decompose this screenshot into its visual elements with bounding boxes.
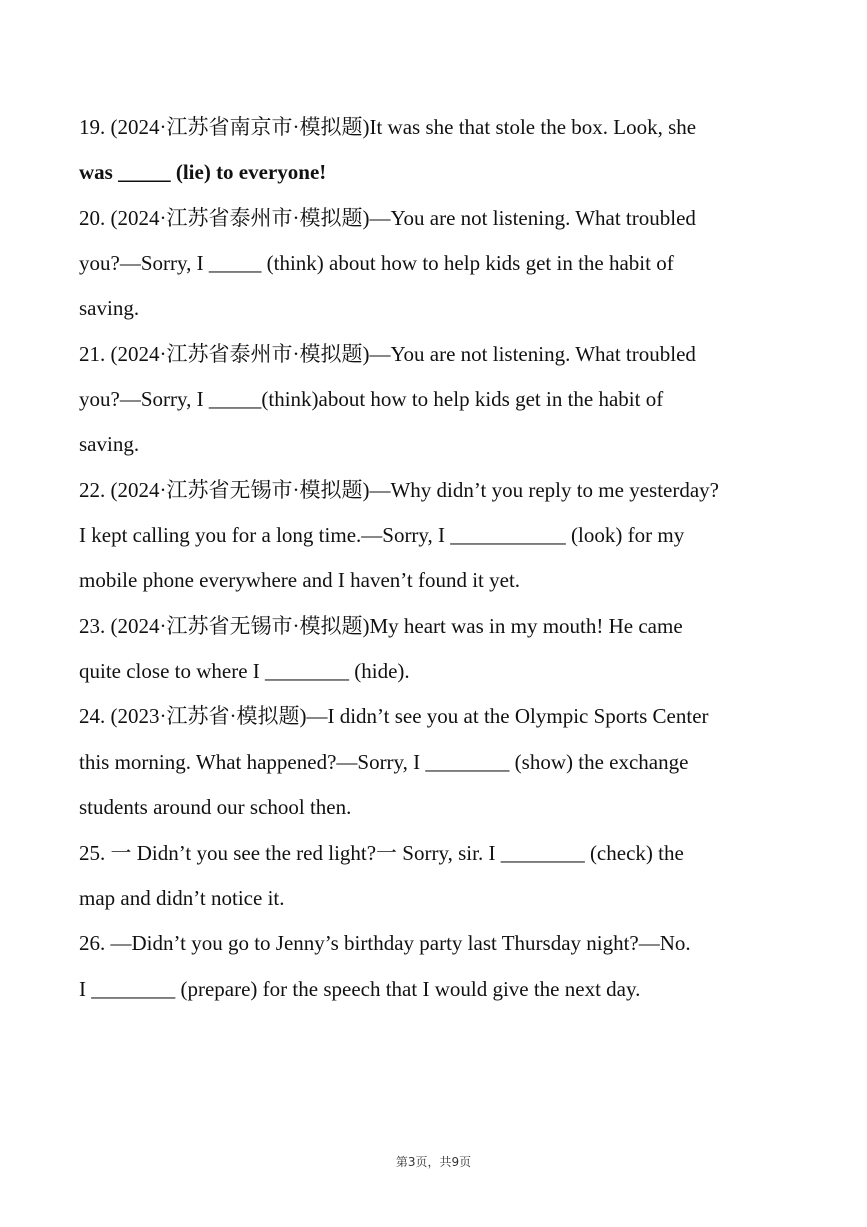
q22-line-2: I kept calling you for a long time.—Sorry, I ___________ (look) for my	[79, 523, 685, 548]
q20-line-2: you?—Sorry, I _____ (think) about how to help kids get in the habit of	[79, 251, 674, 276]
q24-line-3: students around our school then.	[79, 795, 352, 820]
q22-line-1: 22. (2024·江苏省无锡市·模拟题)—Why didn’t you reply to me yesterday?	[79, 477, 719, 502]
q26-line-1: 26. —Didn’t you go to Jenny’s birthday party last Thursday night?—No.	[79, 931, 691, 956]
q21-line-1: 21. (2024·江苏省泰州市·模拟题)—You are not listening. What troubled	[79, 341, 696, 366]
q23-line-2: quite close to where I ________ (hide).	[79, 659, 410, 684]
q20-line-3: saving.	[79, 296, 140, 321]
q19-line-2: was _____ (lie) to everyone!	[79, 160, 327, 185]
exercise-list	[79, 105, 809, 1012]
q24-line-2: this morning. What happened?—Sorry, I ________ (show) the exchange	[79, 749, 689, 774]
q19-line-1: 19. (2024·江苏省南京市·模拟题)It was she that stole the box. Look, she	[79, 115, 697, 139]
q21-line-3: saving.	[79, 432, 140, 457]
q24-line-1: 24. (2023·江苏省·模拟题)—I didn’t see you at the Olympic Sports Center	[79, 704, 709, 729]
q21-line-2: you?—Sorry, I _____(think)about how to help kids get in the habit of	[79, 387, 664, 412]
q22-line-3: mobile phone everywhere and I haven’t found it yet.	[79, 568, 521, 593]
q23-line-1: 23. (2024·江苏省无锡市·模拟题)My heart was in my mouth! He came	[79, 613, 683, 638]
q26-line-2: I ________ (prepare) for the speech that I would give the next day.	[79, 976, 641, 1001]
page-number-footer: 第3页，共9页	[395, 1155, 472, 1169]
q20-line-1: 20. (2024·江苏省泰州市·模拟题)—You are not listening. What troubled	[79, 205, 696, 230]
q25-line-2: map and didn’t notice it.	[79, 885, 285, 910]
q25-line-1: 25. 一 Didn’t you see the red light?一 Sorry, sir. I ________ (check) the	[79, 840, 684, 865]
